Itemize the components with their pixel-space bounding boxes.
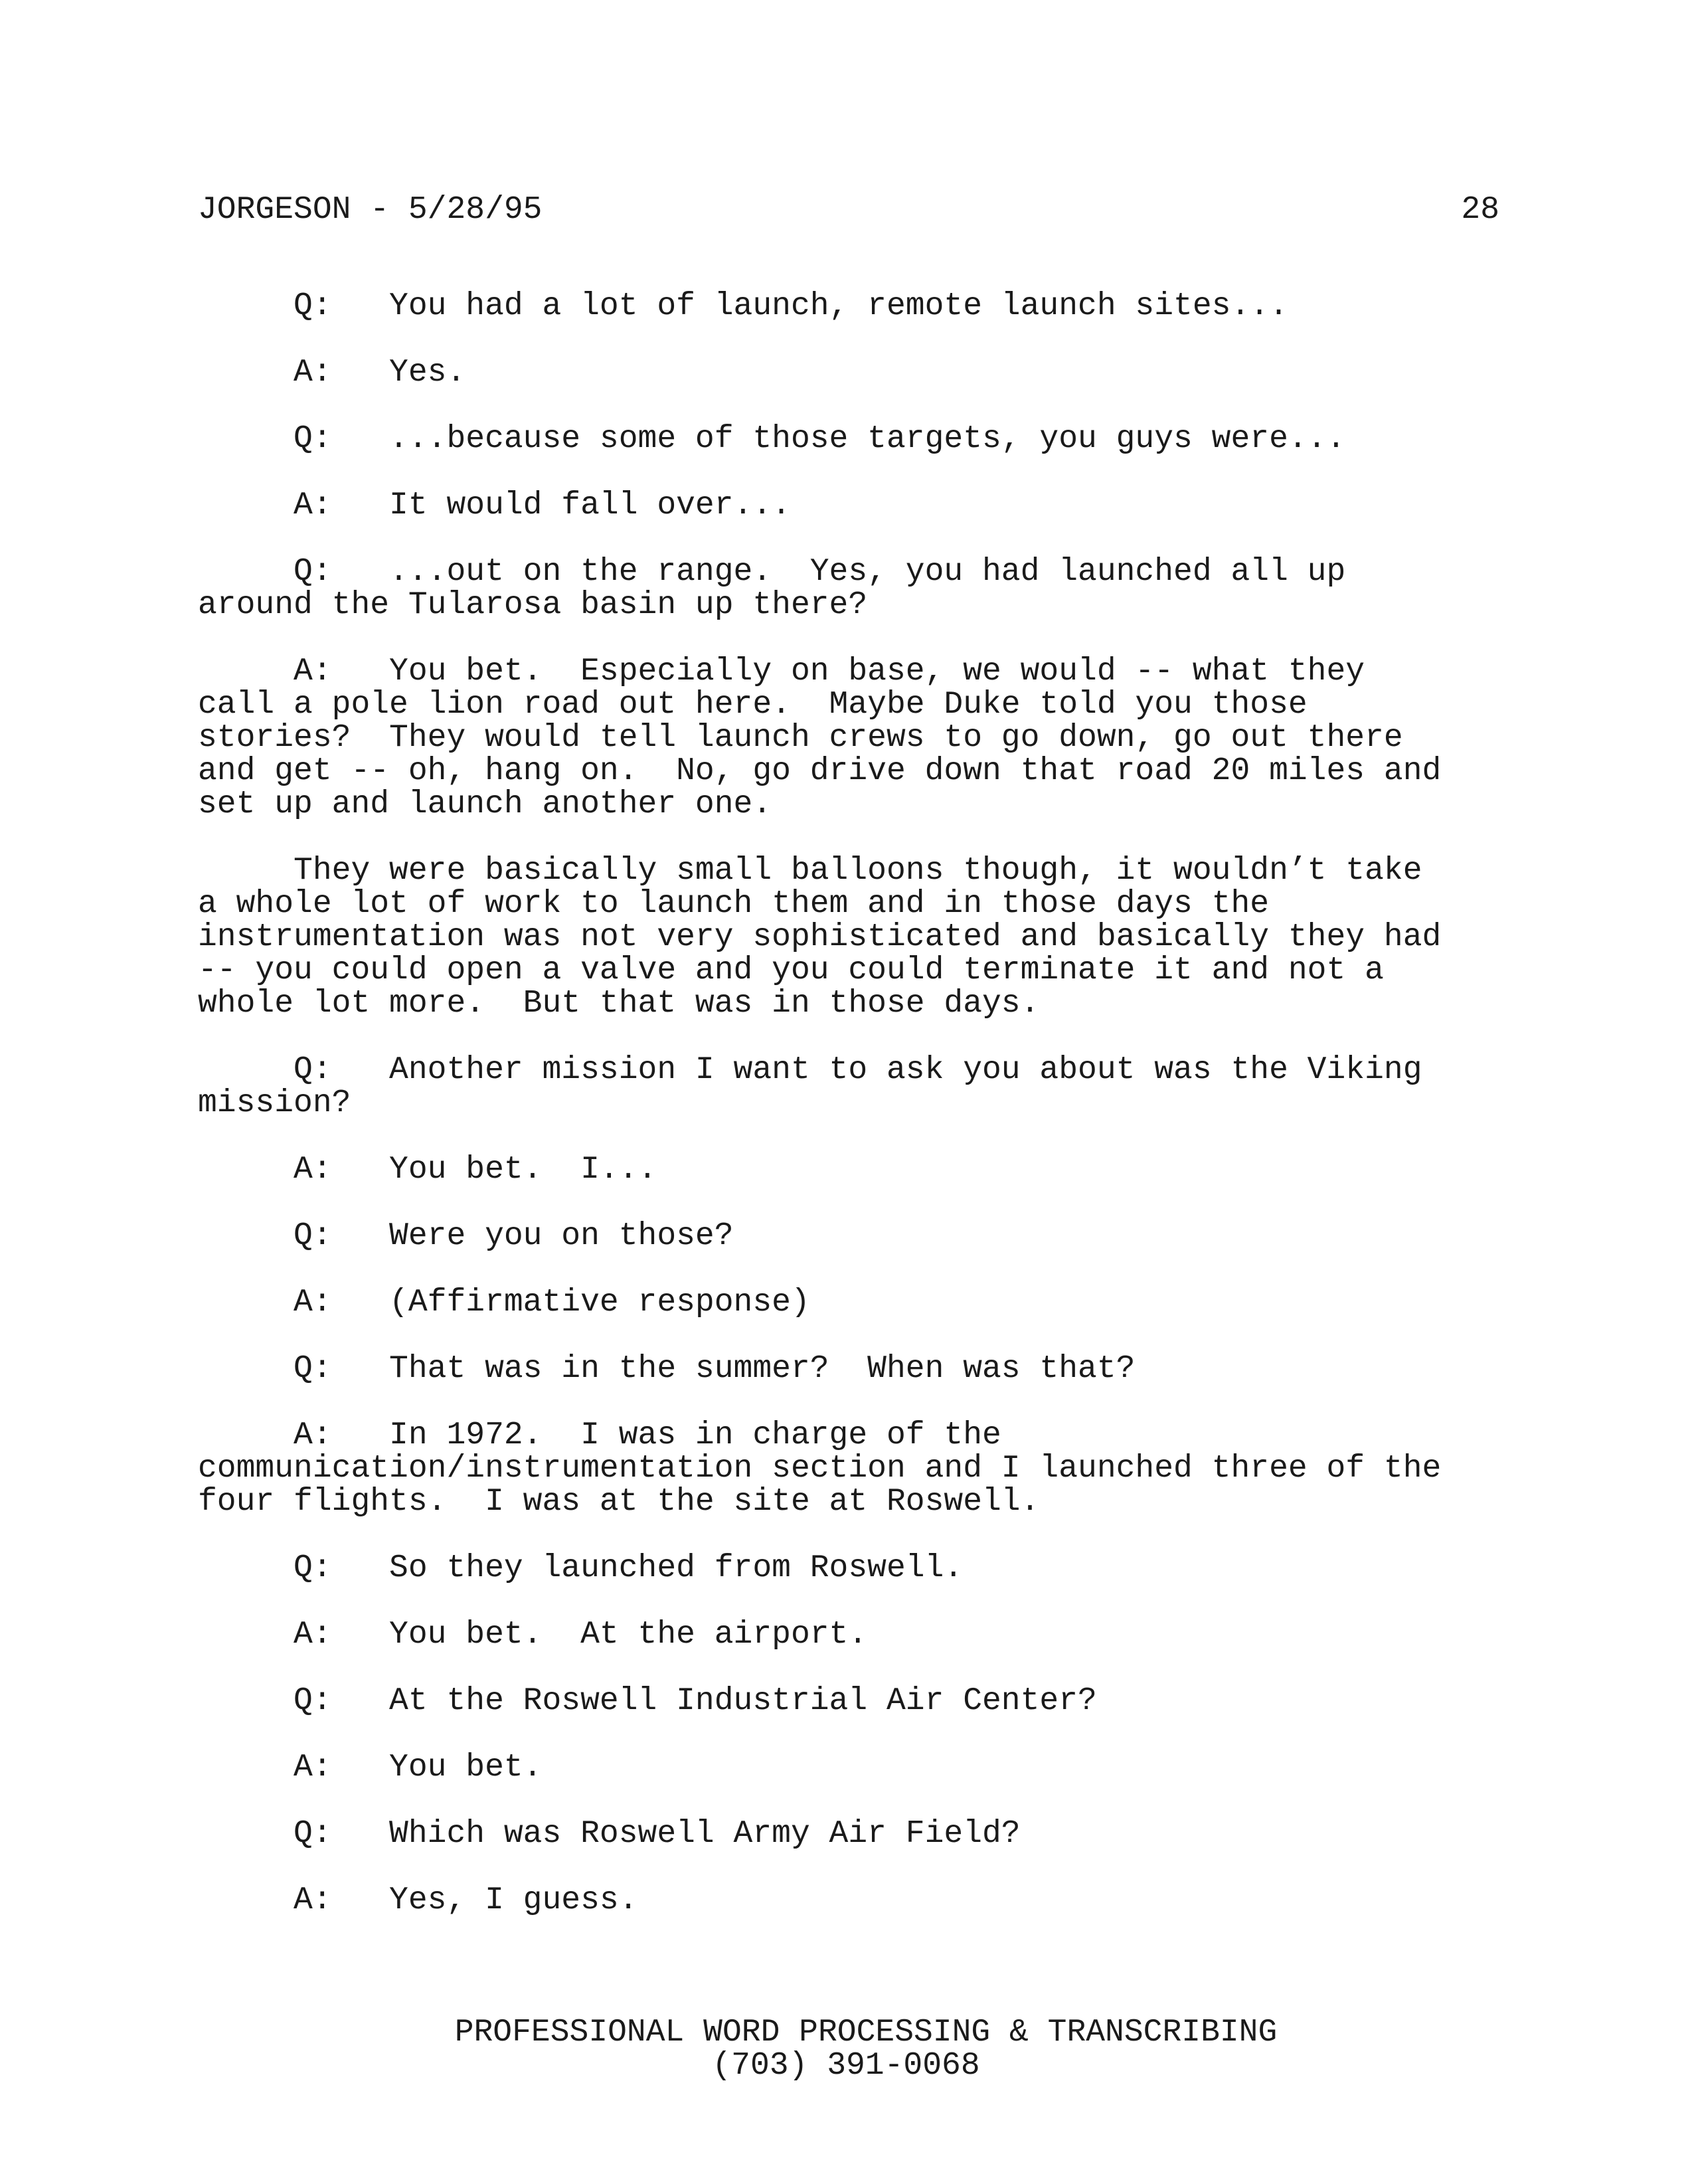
paragraph	[198, 422, 1503, 456]
page-number: 28	[1461, 192, 1499, 228]
text-line: A: Yes.	[198, 355, 466, 391]
paragraph	[198, 489, 1503, 522]
paragraph	[198, 1352, 1503, 1386]
text-line: Q: Were you on those?	[198, 1218, 734, 1254]
paragraph	[198, 1220, 1503, 1253]
text-line: Q: At the Roswell Industrial Air Center?	[198, 1683, 1097, 1719]
text-line: A: You bet.	[198, 1750, 543, 1785]
text-line: A: You bet. Especially on base, we would -- what they	[198, 654, 1365, 689]
text-line: and get -- oh, hang on. No, go drive down that road 20 miles and	[198, 753, 1442, 789]
text-line: Q: You had a lot of launch, remote launch sites...	[198, 288, 1288, 324]
text-line: Q: ...out on the range. Yes, you had launched all up	[198, 554, 1346, 590]
paragraph	[198, 290, 1503, 323]
paragraph	[198, 1053, 1503, 1120]
text-line: Q: ...because some of those targets, you guys were...	[198, 421, 1346, 457]
paragraph	[198, 1552, 1503, 1585]
paragraph	[198, 1419, 1503, 1518]
paragraph	[198, 1153, 1503, 1186]
footer-company: PROFESSIONAL WORD PROCESSING & TRANSCRIBING	[454, 2015, 1278, 2050]
paragraph	[198, 1618, 1503, 1651]
text-line: mission?	[198, 1085, 351, 1121]
paragraph	[198, 555, 1503, 622]
paragraph	[198, 1817, 1503, 1851]
paragraph	[198, 1884, 1503, 1917]
text-line: communication/instrumentation section and I launched three of the	[198, 1451, 1442, 1487]
text-line: -- you could open a valve and you could terminate it and not a	[198, 953, 1384, 988]
paragraph	[198, 356, 1503, 389]
text-line: They were basically small balloons though, it wouldn’t take	[198, 853, 1422, 889]
transcript-body	[198, 290, 1503, 1917]
page-footer	[0, 2016, 1692, 2082]
text-line: A: Yes, I guess.	[198, 1882, 638, 1918]
text-line: four flights. I was at the site at Roswell.	[198, 1484, 1040, 1520]
header-title: JORGESON - 5/28/95	[198, 192, 543, 228]
text-line: A: You bet. At the airport.	[198, 1617, 868, 1653]
text-line: Q: Another mission I want to ask you about was the Viking	[198, 1052, 1422, 1088]
paragraph	[198, 854, 1503, 1020]
text-line: Q: So they launched from Roswell.	[198, 1550, 964, 1586]
text-line: stories? They would tell launch crews to go down, go out there	[198, 720, 1403, 756]
text-line: around the Tularosa basin up there?	[198, 587, 868, 623]
text-line: Q: Which was Roswell Army Air Field?	[198, 1816, 1021, 1852]
text-line: call a pole lion road out here. Maybe Duke told you those	[198, 687, 1308, 723]
paragraph	[198, 655, 1503, 821]
text-line: A: (Affirmative response)	[198, 1285, 810, 1320]
text-line: whole lot more. But that was in those days.	[198, 986, 1040, 1022]
text-line: set up and launch another one.	[198, 786, 772, 822]
text-line: Q: That was in the summer? When was that?	[198, 1351, 1136, 1387]
page-header	[198, 193, 1499, 232]
text-line: a whole lot of work to launch them and in those days the	[198, 886, 1270, 922]
text-line: A: You bet. I...	[198, 1152, 657, 1188]
footer-phone: (703) 391-0068	[712, 2048, 980, 2084]
text-line: instrumentation was not very sophisticated and basically they had	[198, 919, 1442, 955]
text-line: A: It would fall over...	[198, 488, 791, 523]
paragraph	[198, 1684, 1503, 1718]
paragraph	[198, 1751, 1503, 1784]
paragraph	[198, 1286, 1503, 1319]
text-line: A: In 1972. I was in charge of the	[198, 1417, 1001, 1453]
